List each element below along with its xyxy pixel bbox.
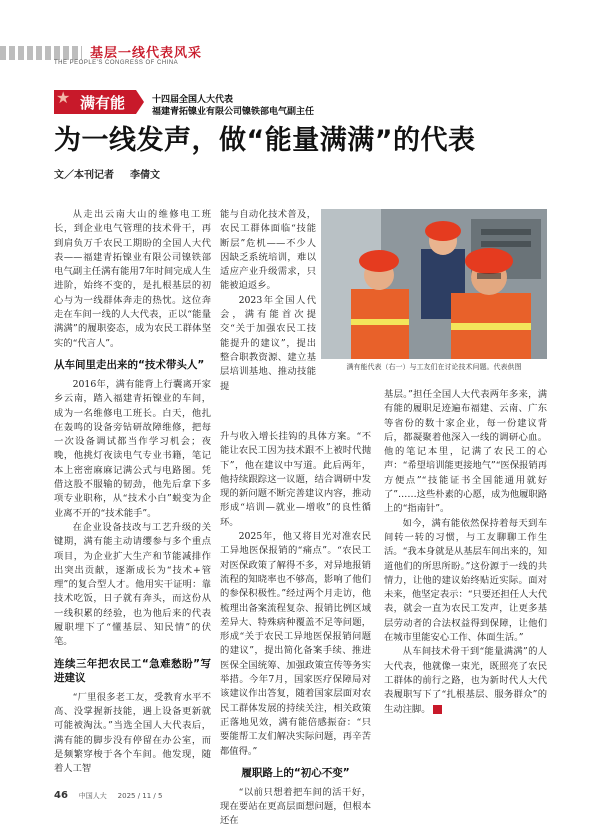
- person-title: 十四届全国人大代表: [152, 95, 234, 105]
- paragraph-text: 从车间技术骨干到“能量满满”的人大代表，他就像一束光，既照亮了农民工群体的前行之路，也为新时代人大代表履职写下了“扎根基层、服务群众”的生动注脚。: [384, 646, 547, 715]
- byline: [54, 166, 160, 181]
- column-1: [54, 208, 211, 776]
- paragraph: 2023年全国人代会，满有能首次提交“关于加强农民工技能提升的建议”，提出整合职教资源、建立基层培训基地、推动技能提: [220, 294, 316, 392]
- paragraph: 2016年，满有能背上行囊离开家乡云南，踏入福建青拓镍业的车间，成为一名维修电工班长。白天，他扎在轰鸣的设备旁钻研故障维修，把每一次设备调试都当作学习机会；夜晚，他挑灯夜读电气专业书籍，笔记本上密密麻麻记满公式与电路图。凭借这股不服输的韧劲，他先后拿下多项专业职称，从“技术小白”蜕变为企业离不开的“技术能手”。: [54, 378, 211, 519]
- photo-caption: 满有能代表（右一）与工友们在讨论技术问题。代表供图: [346, 363, 522, 371]
- paragraph: 如今，满有能依然保持着每天到车间转一转的习惯，与工友聊聊工作生活。“我本身就是从基层车间出来的，知道他们的所思所盼。”这份源于一线的共情力，让他的建议始终贴近实际。面对未来，他坚定表示：“只要还担任人大代表，就会一直为农民工发声，让更多基层劳动者的合法权益得到保障，让他们在城市里能安心工作、体面生活。”: [384, 517, 547, 644]
- end-mark-icon: ★: [433, 705, 442, 714]
- subheading: 从车间里走出来的“技术带头人”: [54, 358, 205, 371]
- issue-date: 2025 / 11 / 5: [117, 792, 163, 800]
- magazine-subtitle: THE PEOPLE'S CONGRESS OF CHINA: [54, 60, 179, 66]
- byline-author: 李倩文: [130, 170, 160, 181]
- article-title: 为一线发声，做“能量满满”的代表: [54, 125, 476, 156]
- paragraph: 2025年，他又将目光对准农民工异地医保报销的“痛点”。“农民工对医保政策了解得不多，对异地报销流程的知晓率也不够高，影响了他们的参保积极性。”经过两个月走访，他梳理出备案流程复杂、报销比例区域差异大、特殊病种覆盖不足等问题，形成“关于农民工异地医保报销问题的建议”，提出简化备案手续、推进医保全国统筹、加强政策宣传等务实举措。今年7月，国家医疗保障局对该建议作出答复，随着国家层面对农民工群体发展的持续关注，相关政策正落地见效，满有能倍感振奋：“只要能帮工友们解决实际问题，再辛苦都值得。”: [220, 531, 371, 757]
- person-position: 福建青拓镍业有限公司镍铁部电气副主任: [152, 107, 315, 117]
- paragraph: 从走出云南大山的维修电工班长，到企业电气管理的技术骨干，再到肩负万千农民工期盼的全国人大代表——福建青拓镍业有限公司镍铁部电气副主任满有能用7年时间完成人生进阶，始终不变的，是扎根基层的初心与为一线群体奔走的热忱。这位奔走在车间一线的人大代表，正以“能量满满”的履职姿态，成为农民工群体坚实的“代言人”。: [54, 209, 211, 349]
- page-number: 46: [54, 790, 68, 801]
- star-icon: ★: [56, 88, 71, 107]
- photo-illustration: [321, 209, 547, 359]
- name-badge: [54, 90, 136, 114]
- column-2-bottom: [220, 430, 371, 829]
- publication-name: 中国人大: [78, 792, 107, 800]
- section-title: 基层一线代表风采: [90, 46, 203, 61]
- column-3: [384, 388, 547, 717]
- column-2-top: [220, 208, 316, 394]
- subheading: 履职路上的“初心不变”: [241, 766, 350, 779]
- byline-prefix: 文／本刊记者: [54, 170, 114, 181]
- paragraph: “以前只想着把车间的活干好，现在要站在更高层面想问题，但根本还在: [220, 786, 371, 827]
- paragraph: 能与自动化技术普及，农民工群体面临“技能断层”危机——不少人因缺乏系统培训，难以适应产业升级需求，只能被迫返乡。: [220, 209, 316, 292]
- subheading: 连续三年把农民工“急难愁盼”写进建议: [54, 657, 211, 684]
- badge-label: 满有能: [80, 94, 126, 112]
- paragraph: [384, 645, 547, 716]
- page-footer: [54, 790, 162, 801]
- badge-tail: [136, 90, 144, 114]
- paragraph: 升与收入增长挂钩的具体方案。“不能让农民工因为技术跟不上被时代抛下”，他在建议中写道。此后两年，他持续跟踪这一议题，结合调研中发现的新问题不断完善建议内容，推动形成“培训—就业—增收”的良性循环。: [220, 431, 371, 528]
- paragraph: “厂里很多老工友，受教育水平不高、没掌握新技能，遇上设备更新就可能被淘汰。”当选全国人大代表后，满有能的脚步没有停留在办公室，而是频繁穿梭于各个车间。他发现，随着人工智: [54, 691, 211, 775]
- article-photo: [321, 209, 547, 359]
- section-header: [0, 40, 600, 74]
- paragraph: 在企业设备技改与工艺升级的关键期，满有能主动请缨参与多个重点项目，为企业扩大生产和节能减排作出突出贡献，逐渐成长为“技术+管理”的复合型人才。他用实干证明：靠技术吃饭，日子就有奔头，而这份从一线积累的经验，也为他后来的代表履职埋下了“懂基层、知民情”的伏笔。: [54, 521, 211, 648]
- header-stripes: [0, 46, 82, 60]
- paragraph: 基层。”担任全国人大代表两年多来，满有能的履职足迹遍布福建、云南、广东等省份的数十家企业，每一份建议背后，都凝聚着他深入一线的调研心血。他的笔记本里，记满了农民工的心声：“希望培训能更接地气”“医保报销再方便点”“技能证书全国能通用就好了”……这些朴素的心愿，成为他履职路上的“指南针”。: [384, 389, 548, 515]
